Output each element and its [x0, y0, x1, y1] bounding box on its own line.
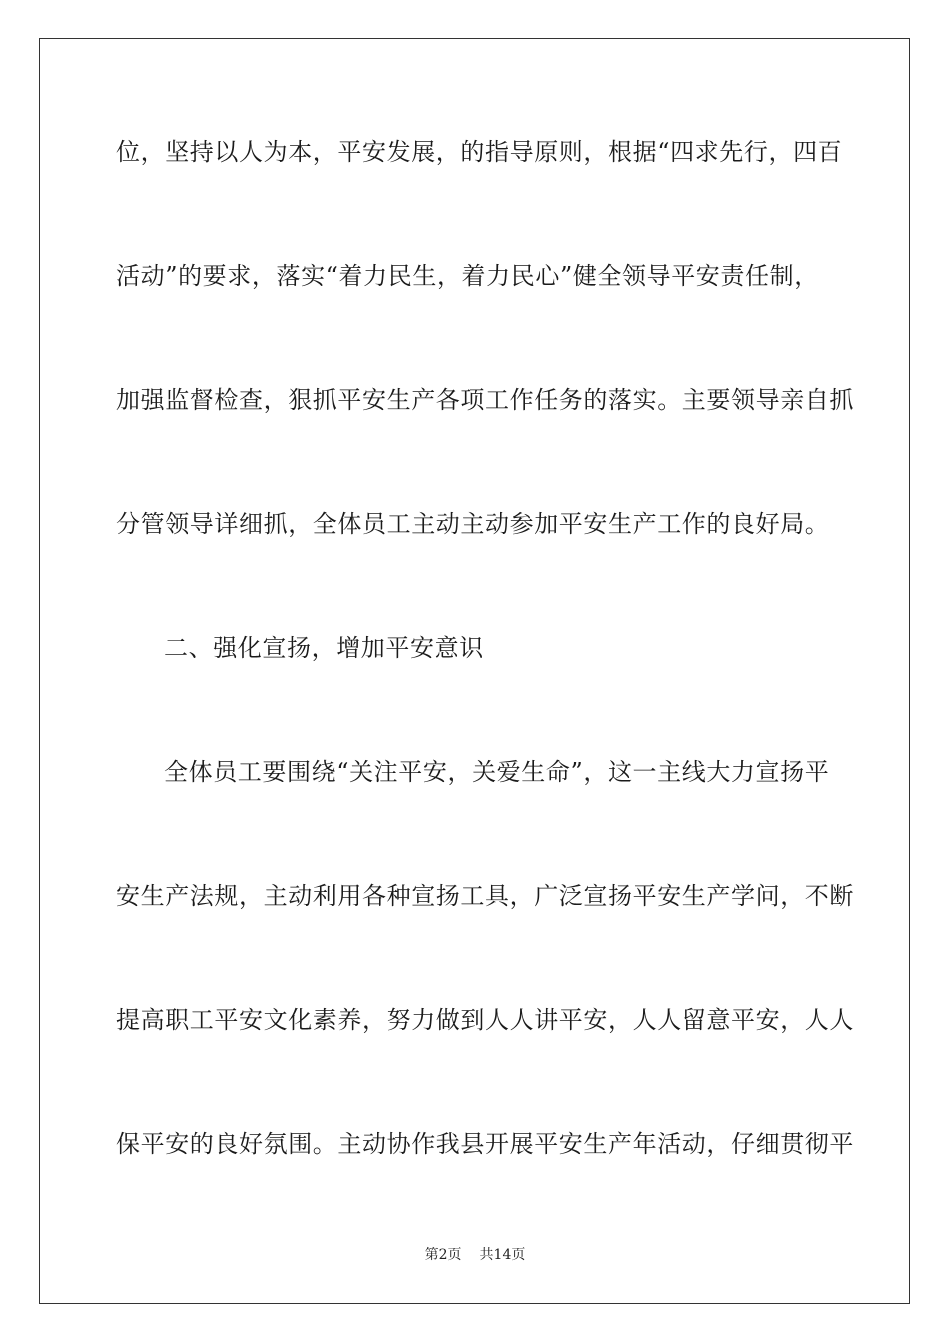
section-heading: 二、强化宣扬，增加平安意识	[164, 634, 484, 662]
body-line-4: 分管领导详细抓，全体员工主动主动参加平安生产工作的良好局。	[116, 510, 830, 538]
body-line-3: 加强监督检查，狠抓平安生产各项工作任务的落实。主要领导亲自抓	[116, 386, 854, 414]
body-line-7: 提高职工平安文化素养，努力做到人人讲平安，人人留意平安，人人	[116, 1006, 854, 1034]
body-line-5: 全体员工要围绕“关注平安，关爱生命”，这一主线大力宣扬平	[164, 758, 830, 786]
page-number: 第2页	[424, 1247, 462, 1263]
page-border	[39, 38, 910, 1304]
body-line-8: 保平安的良好氛围。主动协作我县开展平安生产年活动，仔细贯彻平	[116, 1130, 854, 1158]
body-line-6: 安生产法规，主动利用各种宣扬工具，广泛宣扬平安生产学问，不断	[116, 882, 854, 910]
page-footer	[0, 1245, 950, 1265]
page-total: 共14页	[479, 1247, 526, 1263]
body-line-2: 活动”的要求，落实“着力民生，着力民心”健全领导平安责任制，	[116, 262, 819, 290]
body-line-1: 位，坚持以人为本，平安发展，的指导原则，根据“四求先行，四百	[116, 138, 843, 166]
